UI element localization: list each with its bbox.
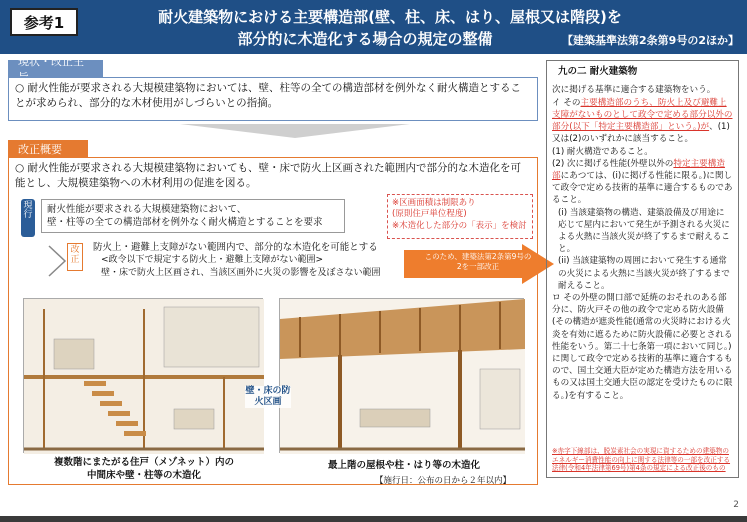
law-item-2-i: (i) 当該建築物の構造、建築設備及び用途に応じて屋内において発生が予測される火災による火熱に当該火災が終了するまで耐えること。 [558,207,730,255]
law-item-ro: ロ その外壁の開口部で延焼のおそれのある部分に、防火戸その他の政令で定める防火設備(その構造が遮炎性能(通常の火災時における火炎を有効に遮るために防火設備に必要とされる性能をいう。第二十七条第一項において同じ。)に関して政令で定める技術的基準に適合するもので、国土交通大臣が定めた構造方法を用いるもの又は国土交通大臣の認定を受けたものに限る。)を有すること。 [552,292,733,401]
caption-top-floor: 最上階の屋根や柱・はり等の木造化 [327,460,480,471]
note-line: (原則住戸単位程度) [392,209,467,220]
header-banner [0,0,747,54]
maisonette-illustration [23,298,263,453]
notes-box [387,194,533,239]
top-floor-drawing [280,299,525,454]
law-item-i: イ その主要構造部のうち、防火上及び避難上支障がないものとして政令で定める部分以外の部分(以下「特定主要構造部」という。)が、(1)又は(2)のいずれかに該当すること。 [552,97,733,145]
current-situation-box [8,77,538,121]
note-line: ※区画面積は制限あり [392,198,476,208]
bottom-bar [0,516,747,522]
revision-box [89,241,407,284]
current-situation-text: ○ 耐火性能が要求される大規模建築物においては、壁、柱等の全ての構造部材を例外なく耐火構造とすることが求められ、部分的な木材使用がしづらいとの指摘。 [15,82,521,110]
law-footnote: ※赤字下線部は、脱炭素社会の実現に資するための建築物のエネルギー消費性能の向上に関する法律等の一部を改正する法律(令和4年法律第69号)第4条の規定による改正後のもの [552,447,731,473]
law-item-2-amended: 特定主要構造部 [552,158,725,181]
law-item-2: (2) 次に掲げる性能(外壁以外の特定主要構造部にあつては、(i)に掲げる性能に限る。)に関して政令で定める技術的基準に適合するものであること。 [552,158,733,206]
law-intro: 次に掲げる基準に適合する建築物をいう。 [552,85,716,96]
down-arrow-icon [180,124,410,138]
caption-maisonette-line1: 複数階にまたがる住戸（メゾネット）内の [53,457,235,468]
note-line: ※木造化した部分の「表示」を検討 [392,220,527,231]
overview-box [8,157,538,485]
law-item-i-amended: 主要構造部のうち、防火上及び避難上支障がないものとして政令で定める部分以外の部分(以下「特定主要構造部」という。)が [552,97,733,133]
arrow-label: このため、建築法第2条第9号の2を一部改正 [424,252,532,272]
reference-badge: 参考1 [10,8,78,36]
revision-line1: 防火上・避難上支障がない範囲内で、部分的な木造化を可能とする [93,242,378,253]
law-reference: 【建築基準法第2条第9号の2ほか】 [562,34,739,47]
page-number: 2 [733,500,739,510]
law-item-1: (1) 耐火構造であること。 [552,146,653,157]
maisonette-drawing [24,299,264,454]
caption-maisonette-line2: 中間床や壁・柱等の木造化 [86,469,201,481]
current-rule-line1: 耐火性能が要求される大規模建築物において、 [47,204,247,215]
revision-line3: 壁・床で防火上区画され、当該区画外に火災の影響を及ぼさない範囲 [101,267,381,278]
revision-tag: 改正 [67,243,83,271]
law-item-2-ii: (ii) 当該建築物の周囲において発生する通常の火災による火熱に当該火災が終了するまで耐えること。 [558,256,730,291]
page-title-line1: 耐火建築物における主要構造部(壁、柱、床、はり、屋根又は階段)を [158,8,622,26]
caption-maisonette [39,457,249,483]
current-rule-line2: 壁・柱等の全ての構造部材を例外なく耐火構造とすることを要求 [47,217,323,229]
current-rule-tag: 現行 [21,199,35,237]
fire-compartment-label: 壁・床の防火区画 [245,386,291,407]
current-situation-tab: 現状・改正主旨 [8,60,103,77]
enforcement-date: 【施行日：公布の日から２年以内】 [375,476,512,486]
top-floor-illustration [279,298,524,453]
overview-tab: 改正概要 [8,140,88,157]
law-panel-title: 九の二 耐火建築物 [558,66,638,77]
page-title-line2: 部分的に木造化する場合の規定の整備 [237,30,493,48]
current-rule-box [41,199,345,233]
law-text-panel [546,60,739,478]
revision-line2: <政令以下で規定する防火上・避難上支障がない範囲> [101,255,324,266]
overview-text: ○ 耐火性能が要求される大規模建築物においても、壁・床で防火上区画された範囲内で部分的な木造化を可能とし、大規模建築物への木材利用の促進を図る。 [15,162,521,190]
